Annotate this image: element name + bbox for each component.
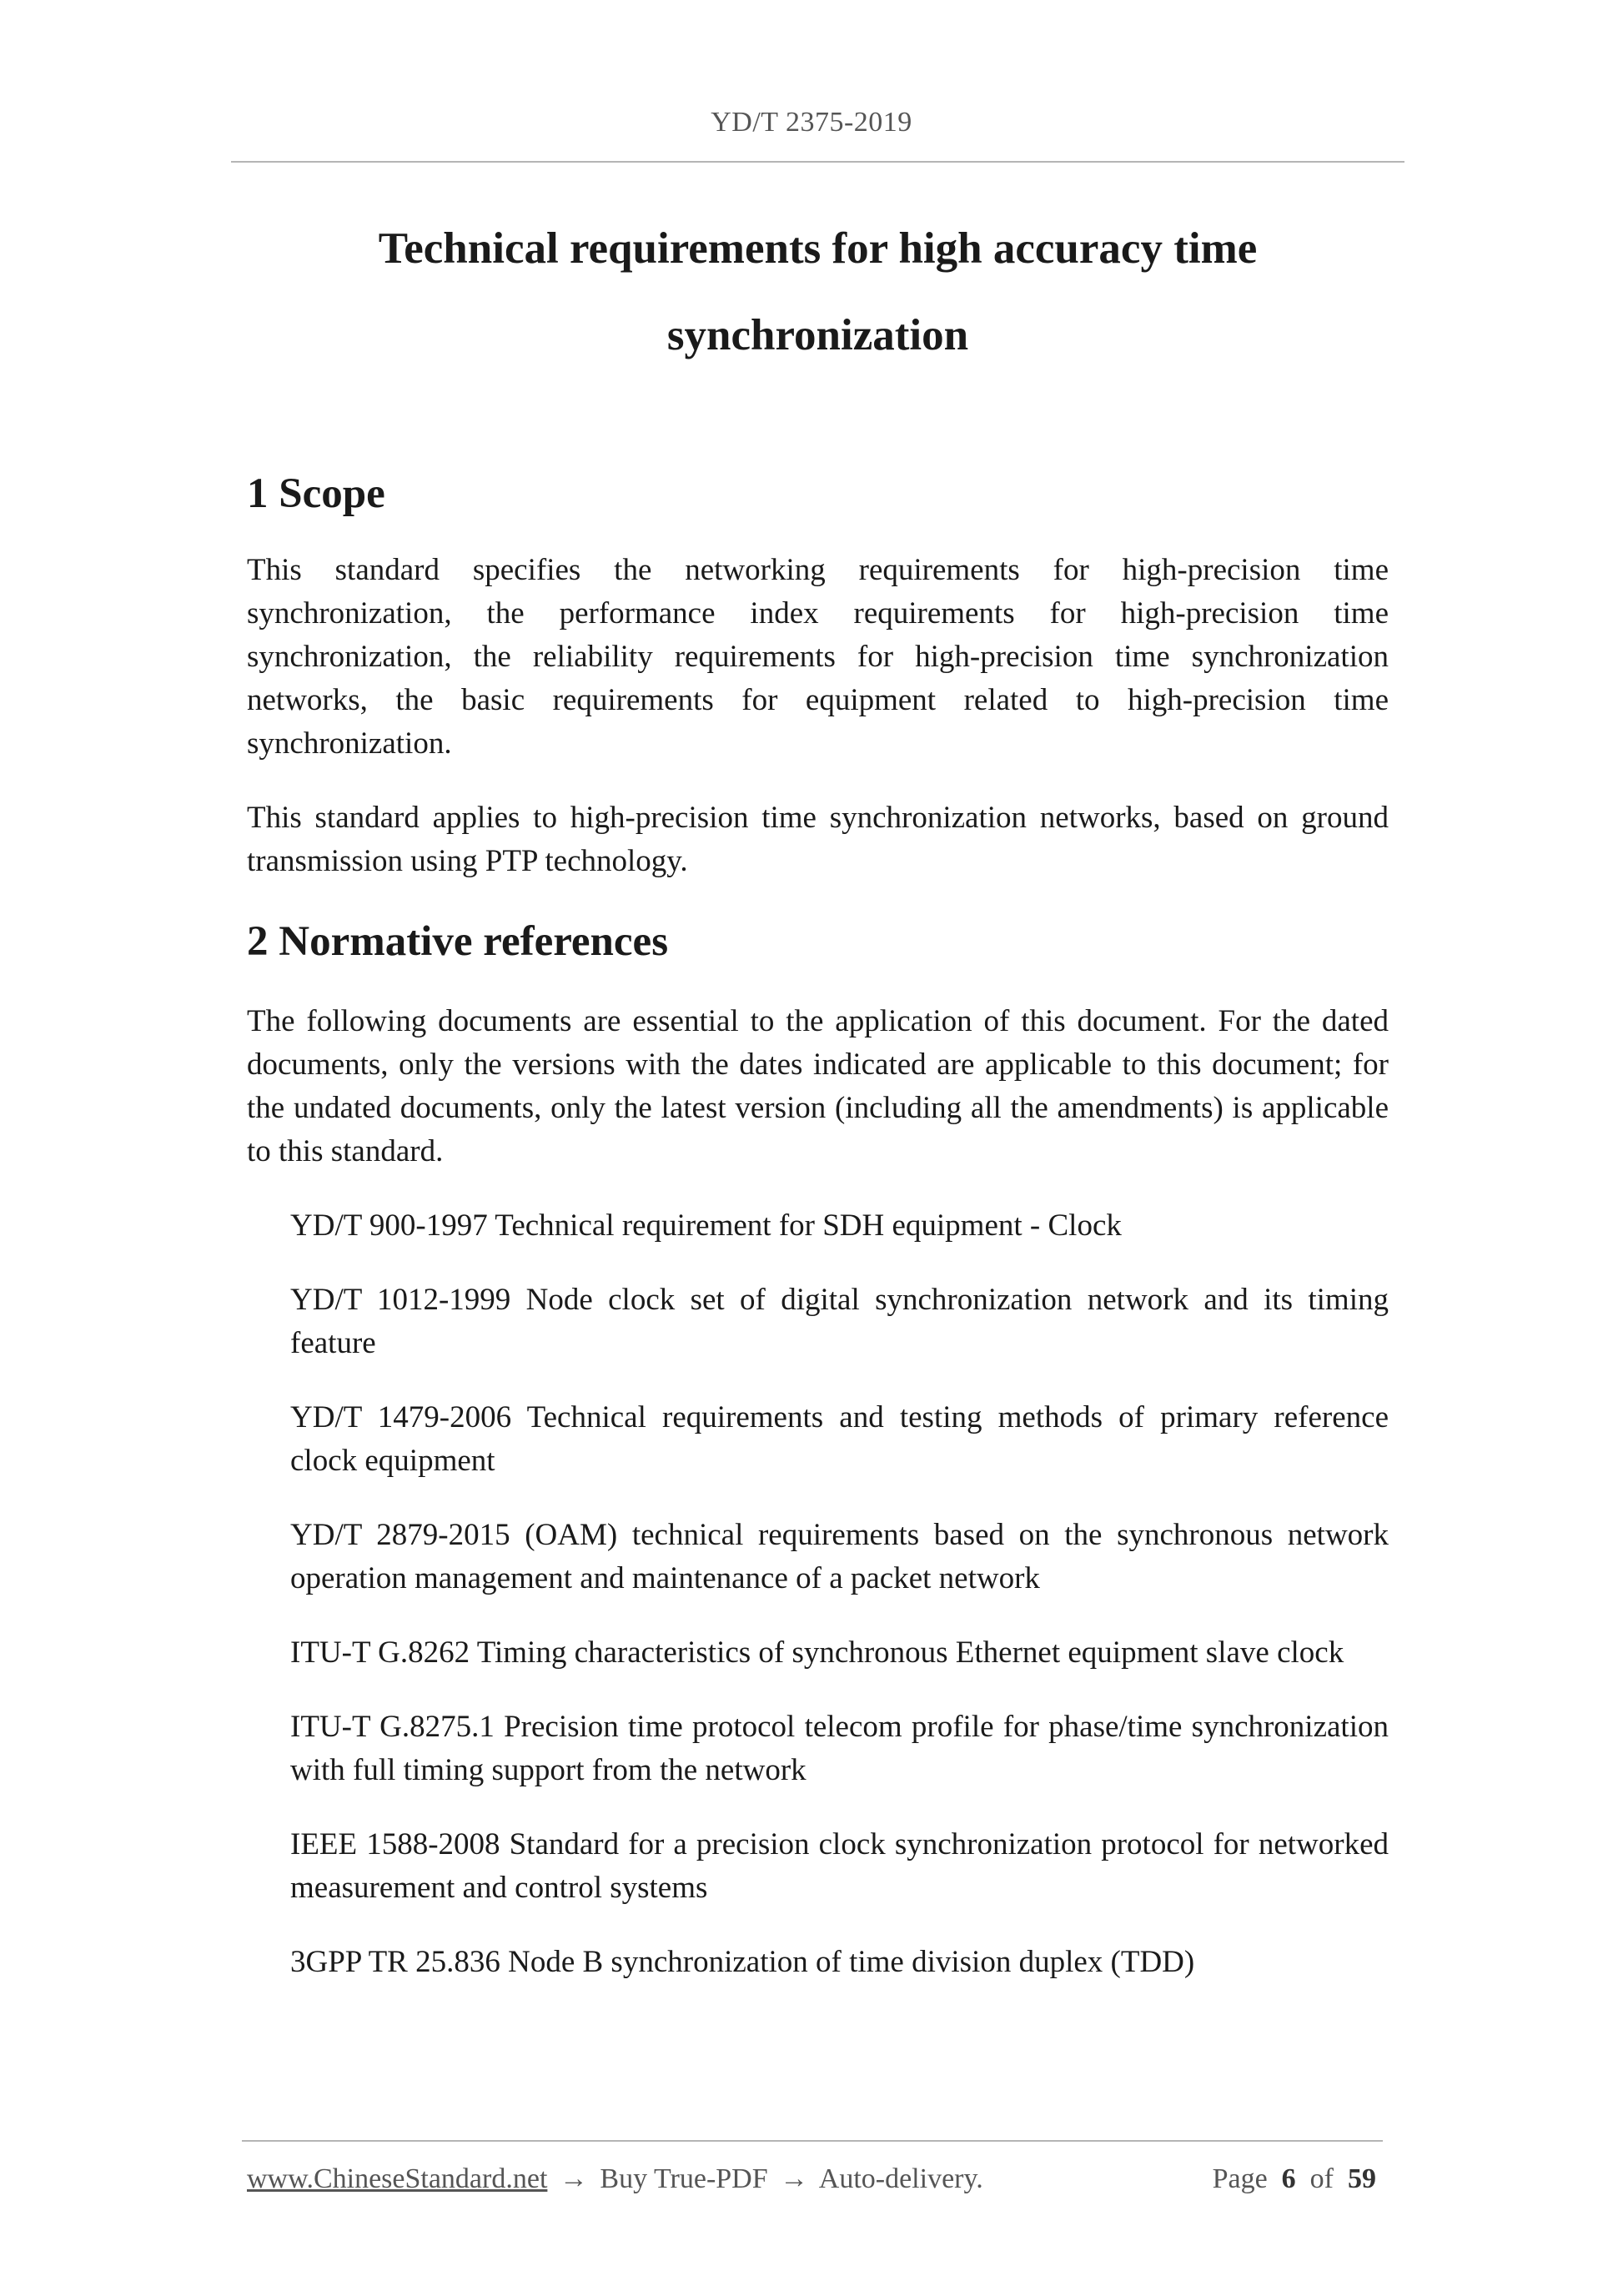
running-header: YD/T 2375-2019 [711, 107, 912, 138]
page-label: Page [1212, 2163, 1268, 2194]
reference-item: ITU-T G.8275.1 Precision time protocol telecom profile for phase/time synchronization with full timing support from the network [290, 1710, 1389, 1787]
reference-item: YD/T 900-1997 Technical requirement for SDH equipment - Clock [290, 1208, 1122, 1243]
auto-delivery-text: Auto-delivery. [818, 2163, 983, 2194]
section-heading-normative-references: 2 Normative references [247, 918, 669, 965]
page-of-label: of [1309, 2163, 1334, 2194]
page-footer [247, 2163, 1376, 2195]
document-body [247, 460, 1389, 1984]
footer-promo [247, 2163, 983, 2195]
reference-item: YD/T 1012-1999 Node clock set of digital synchronization network and its timing feature [290, 1283, 1389, 1360]
document-title [231, 205, 1404, 379]
scope-paragraph-1: This standard specifies the networking requirements for high-precision time synchronization, the performance index requirements for high-precision time synchronization, the reliability requirements for high-precision time synchronization networks, the basic requirements for equipment related to high-precision time synchronization. [247, 553, 1389, 761]
reference-item: YD/T 1479-2006 Technical requirements and testing methods of primary reference clock equipment [290, 1400, 1389, 1478]
reference-item: ITU-T G.8262 Timing characteristics of synchronous Ethernet equipment slave clock [290, 1635, 1344, 1670]
page-total: 59 [1348, 2163, 1376, 2194]
normative-intro-paragraph: The following documents are essential to the application of this document. For the dated documents, only the versions with the dates indicated are applicable to this document; for the undated documents, only the latest version (including all the amendments) is applicable to this standard. [247, 1004, 1389, 1168]
document-title-line-1: Technical requirements for high accuracy time [378, 224, 1258, 273]
reference-item: 3GPP TR 25.836 Node B synchronization of time division duplex (TDD) [290, 1945, 1195, 1979]
site-link[interactable]: www.ChineseStandard.net [247, 2163, 548, 2194]
arrow-right-icon: → [780, 2163, 809, 2194]
reference-item: YD/T 2879-2015 (OAM) technical requirements based on the synchronous network operation management and maintenance of a packet network [290, 1518, 1389, 1595]
arrow-right-icon: → [559, 2163, 588, 2194]
section-heading-scope: 1 Scope [247, 470, 385, 517]
scope-paragraph-2: This standard applies to high-precision time synchronization networks, based on ground transmission using PTP technology. [247, 801, 1389, 878]
buy-true-pdf-text: Buy True-PDF [600, 2163, 768, 2194]
page-current: 6 [1281, 2163, 1296, 2194]
footer-divider [242, 2140, 1383, 2142]
header-divider [231, 161, 1404, 163]
page-indicator [1213, 2163, 1376, 2195]
document-title-line-2: synchronization [666, 311, 969, 359]
reference-item: IEEE 1588-2008 Standard for a precision clock synchronization protocol for networked measurement and control systems [290, 1827, 1389, 1905]
